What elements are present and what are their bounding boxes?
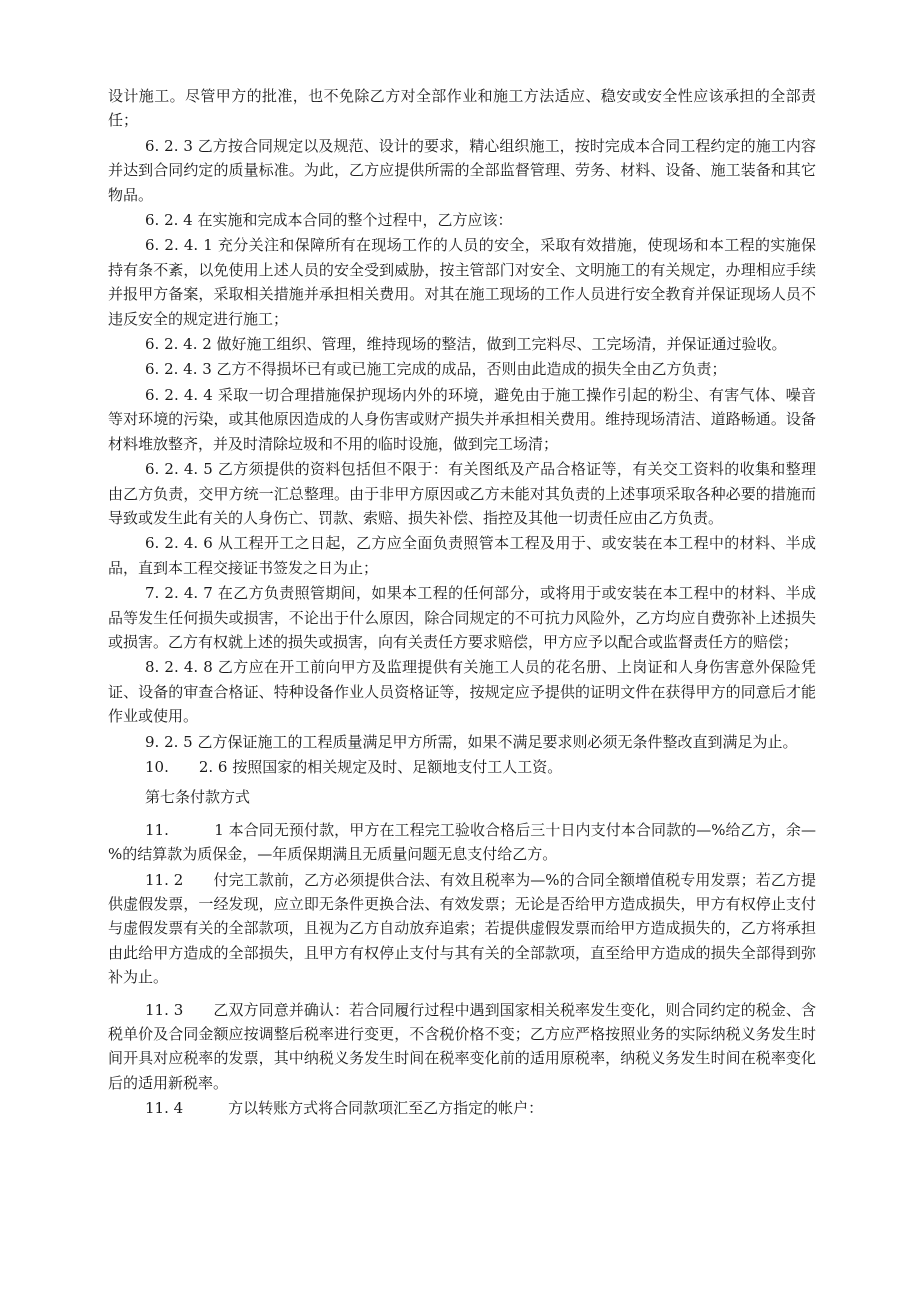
paragraph-11-3: 11. 3 乙双方同意并确认：若合同履行过程中遇到国家相关税率发生变化，则合同约定的税金、含税单价及合同金额应按调整后税率进行变更，不含税价格不变；乙方应严格按照业务的实际纳税义务发生时间开具对应税率的发票，其中纳税义务发生时间在税率变化前的适用原税率，纳税义务发生时间在税率变化后的适用新税率。 xyxy=(108,1000,816,1092)
paragraph-6-2-4-4: 6. 2. 4. 4 采取一切合理措施保护现场内外的环境，避免由于施工操作引起的粉尘、有害气体、噪音等对环境的污染，或其他原因造成的人身伤害或财产损失并承担相关费用。维持现场清洁、道路畅通。设备材料堆放整齐，并及时清除垃圾和不用的临时设施，做到完工场清； xyxy=(108,385,816,453)
paragraph-10-2-6: 10. 2. 6 按照国家的相关规定及时、足额地支付工人工资。 xyxy=(145,757,563,776)
paragraph-6-2-4-6: 6. 2. 4. 6 从工程开工之日起，乙方应全面负责照管本工程及用于、或安装在本工程中的材料、半成品，直到本工程交接证书签发之日为止； xyxy=(108,534,816,577)
section-heading-payment: 第七条付款方式 xyxy=(145,788,251,807)
paragraph-11-2: 11. 2 付完工款前，乙方必须提供合法、有效且税率为—%的合同全额增值税专用发票；若乙方提供虚假发票，一经发现，应立即无条件更换合法、有效发票；无论是否给甲方造成损失，甲方有权停止支付与虚假发票有关的全部款项，且视为乙方自动放弃追索；若提供虚假发票而给甲方造成损失的，乙方将承担由此给甲方造成的全部损失，且甲方有权停止支付与其有关的全部款项，直至给甲方造成的损失全部得到弥补为止。 xyxy=(108,870,816,987)
paragraph-11-4: 11. 4 方以转账方式将合同款项汇至乙方指定的帐户： xyxy=(145,1099,544,1118)
paragraph-6-2-4-5: 6. 2. 4. 5 乙方须提供的资料包括但不限于：有关图纸及产品合格证等，有关交工资料的收集和整理由乙方负责，交甲方统一汇总整理。由于非甲方原因或乙方未能对其负责的上述事项采取各种必要的措施而导致或发生此有关的人身伤亡、罚款、索赔、损失补偿、指控及其他一切责任应由乙方负责。 xyxy=(108,460,816,527)
paragraph-6-2-4-3: 6. 2. 4. 3 乙方不得损坏已有或已施工完成的成品，否则由此造成的损失全由乙方负责； xyxy=(145,360,727,379)
paragraph-7-2-4-7: 7. 2. 4. 7 在乙方负责照管期间，如果本工程的任何部分，或将用于或安装在本工程中的材料、半成品等发生任何损失或损害，不论出于什么原因，除合同规定的不可抗力风险外，乙方均应自费弥补上述损失或损害。乙方有权就上述的损失或损害，向有关责任方要求赔偿，甲方应予以配合或监督责任方的赔偿； xyxy=(108,584,816,651)
paragraph-6-2-4-1: 6. 2. 4. 1 充分关注和保障所有在现场工作的人员的安全，采取有效措施，使现场和本工程的实施保持有条不紊，以免使用上述人员的安全受到威胁，按主管部门对安全、文明施工的有关规定，办理相应手续并报甲方备案，采取相关措施并承担相关费用。对其在施工现场的工作人员进行安全教育并保证现场人员不违反安全的规定进行施工； xyxy=(108,236,816,328)
paragraph-6-2-4-2: 6. 2. 4. 2 做好施工组织、管理，维持现场的整洁，做到工完料尽、工完场清，并保证通过验收。 xyxy=(145,335,787,354)
paragraph-9-2-5: 9. 2. 5 乙方保证施工的工程质量满足甲方所需，如果不满足要求则必须无条件整改直到满足为止。 xyxy=(145,732,798,751)
paragraph-8-2-4-8: 8. 2. 4. 8 乙方应在开工前向甲方及监理提供有关施工人员的花名册、上岗证和人身伤害意外保险凭证、设备的审查合格证、特种设备作业人员资格证等，按规定应予提供的证明文件在获得甲方的同意后才能作业或使用。 xyxy=(108,658,816,726)
paragraph-6-2-2-continuation: 设计施工。尽管甲方的批准，也不免除乙方对全部作业和施工方法适应、稳安或安全性应该承担的全部责任； xyxy=(108,87,816,130)
paragraph-6-2-4: 6. 2. 4 在实施和完成本合同的整个过程中，乙方应该： xyxy=(145,211,513,230)
paragraph-11-1: 11. 1 本合同无预付款，甲方在工程完工验收合格后三十日内支付本合同款的—%给乙方，余—%的结算款为质保金，—年质保期满且无质量问题无息支付给乙方。 xyxy=(108,820,816,864)
paragraph-6-2-3: 6. 2. 3 乙方按合同规定以及规范、设计的要求，精心组织施工，按时完成本合同工程约定的施工内容并达到合同约定的质量标准。为此，乙方应提供所需的全部监督管理、劳务、材料、设备、施工装备和其它物品。 xyxy=(108,136,816,204)
document-page xyxy=(108,84,816,1122)
